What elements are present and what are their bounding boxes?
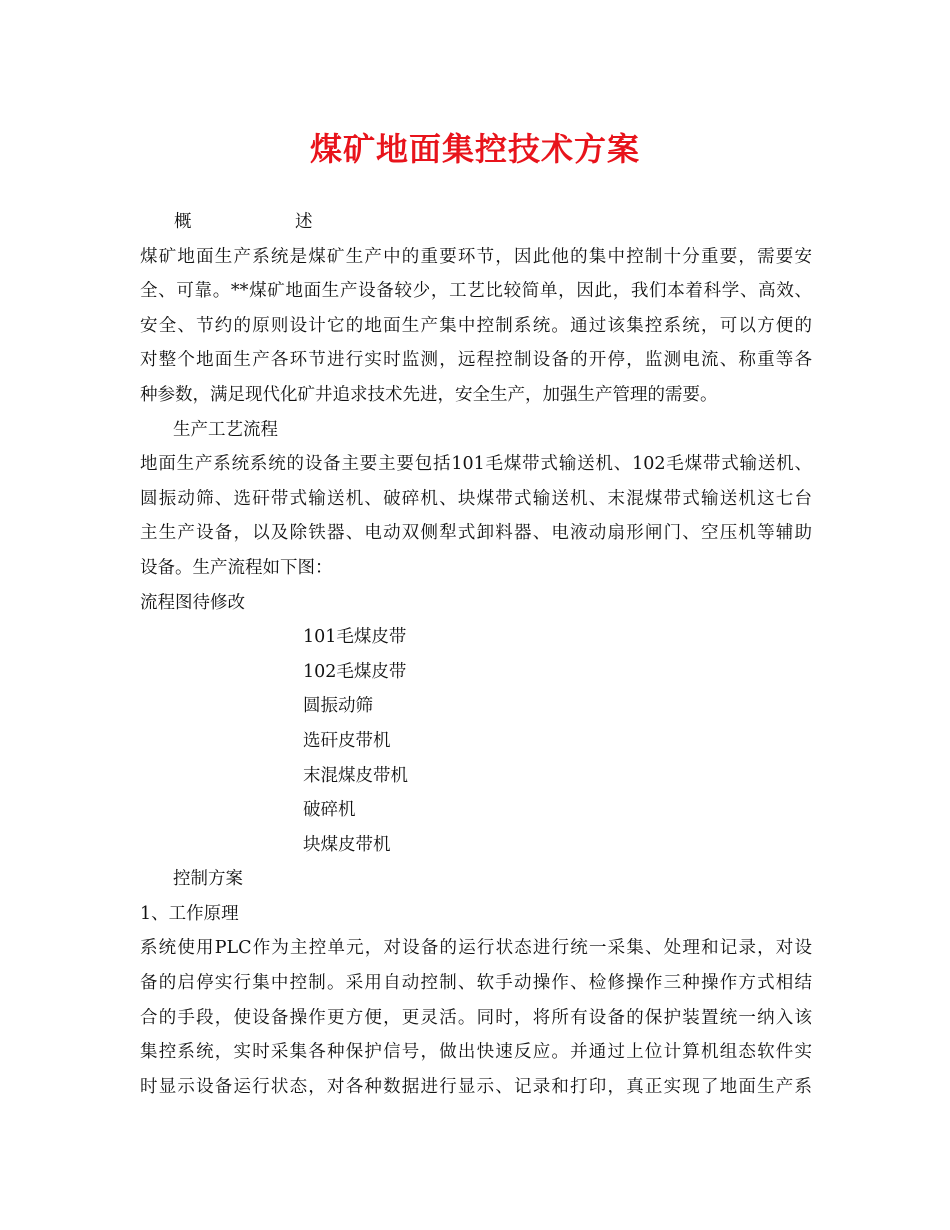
overview-heading	[140, 205, 812, 240]
overview-line: 种参数，满足现代化矿井追求技术先进，安全生产，加强生产管理的需要。	[140, 384, 718, 405]
overview-line: 对整个地面生产各环节进行实时监测，远程控制设备的开停，监测电流、称重等各	[140, 350, 812, 371]
flow-item: 选矸皮带机	[303, 730, 391, 751]
principle-line: 系统使用PLC作为主控单元，对设备的运行状态进行统一采集、处理和记录，对设	[140, 938, 812, 959]
principle-line: 时显示设备运行状态，对各种数据进行显示、记录和打印，真正实现了地面生产系	[140, 1076, 812, 1097]
overview-line: 安全、节约的原则设计它的地面生产集中控制系统。通过该集控系统，可以方便的	[140, 315, 812, 336]
principle-line: 备的启停实行集中控制。采用自动控制、软手动操作、检修操作三种操作方式相结	[140, 973, 812, 994]
flow-item: 圆振动筛	[303, 696, 373, 717]
process-line: 设备。生产流程如下图：	[140, 557, 333, 578]
process-line: 主生产设备，以及除铁器、电动双侧犁式卸料器、电液动扇形闸门、空压机等辅助	[140, 523, 812, 544]
flow-item: 破碎机	[303, 800, 356, 821]
principle-line: 合的手段，使设备操作更方便，更灵活。同时，将所有设备的保护装置统一纳入该	[140, 1007, 812, 1028]
overview-line: 全、可靠。**煤矿地面生产设备较少，工艺比较简单，因此，我们本着科学、高效、	[140, 281, 812, 302]
principle-heading: 1、工作原理	[140, 903, 239, 924]
document-title: 煤矿地面集控技术方案	[309, 130, 640, 168]
flowchart-note: 流程图待修改	[140, 592, 245, 613]
flow-item: 末混煤皮带机	[303, 765, 408, 786]
process-heading: 生产工艺流程	[173, 419, 278, 440]
overview-line: 煤矿地面生产系统是煤矿生产中的重要环节，因此他的集中控制十分重要，需要安	[140, 246, 812, 267]
flow-item: 块煤皮带机	[303, 834, 391, 855]
process-line: 地面生产系统系统的设备主要主要包括101毛煤带式输送机、102毛煤带式输送机、	[140, 454, 812, 475]
overview-heading-char-2: 述	[295, 212, 313, 232]
flow-item: 101毛煤皮带	[303, 627, 407, 648]
control-heading: 控制方案	[173, 869, 243, 890]
overview-heading-char-1: 概	[174, 212, 192, 232]
principle-line: 集控系统，实时采集各种保护信号，做出快速反应。并通过上位计算机组态软件实	[140, 1042, 812, 1063]
process-line: 圆振动筛、选矸带式输送机、破碎机、块煤带式输送机、末混煤带式输送机这七台	[140, 488, 812, 509]
document-body	[140, 205, 812, 1104]
flow-item: 102毛煤皮带	[303, 661, 407, 682]
